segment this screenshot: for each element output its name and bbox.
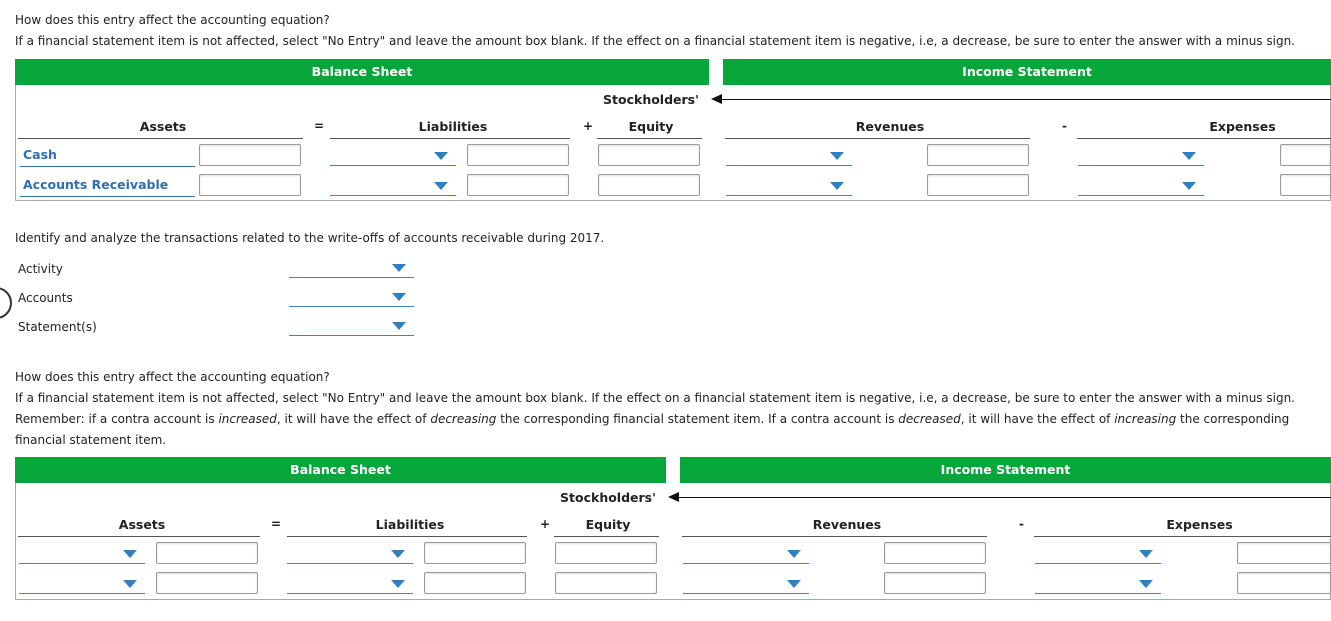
liabilities-amount-input[interactable] [424,572,526,594]
liabilities-dropdown[interactable] [330,174,456,196]
assets-amount-input[interactable] [199,174,301,196]
liabilities-dropdown[interactable] [287,542,413,564]
liabilities-header: Liabilities [418,119,488,134]
account-underline [20,166,195,167]
expenses-header: Expenses [1166,517,1233,532]
header-underline-expenses [1034,536,1331,537]
contra-account-reminder-line2: financial statement item. [15,433,167,447]
revenues-dropdown[interactable] [683,542,809,564]
chevron-down-icon [1182,182,1196,190]
accounts-dropdown[interactable] [289,285,414,307]
liabilities-amount-input[interactable] [467,144,569,166]
liabilities-dropdown[interactable] [330,144,456,166]
assets-amount-input[interactable] [199,144,301,166]
expenses-amount-input[interactable] [1237,542,1331,564]
chevron-down-icon [1139,580,1153,588]
header-underline-assets [18,138,303,139]
assets-account-dropdown[interactable] [19,542,145,564]
expenses-amount-input[interactable] [1237,572,1331,594]
arrow-line [677,497,1331,499]
header-underline-assets [18,536,260,537]
header-underline-expenses [1077,138,1331,139]
expenses-header: Expenses [1209,119,1276,134]
chevron-down-icon [123,550,137,558]
assets-account-dropdown[interactable] [19,572,145,594]
plus-sign: + [540,517,551,531]
equity-header: Equity [585,517,631,532]
equals-sign: = [314,119,325,133]
revenues-dropdown[interactable] [726,144,852,166]
chevron-down-icon [434,152,448,160]
chevron-down-icon [830,152,844,160]
instructions-1: If a financial statement item is not affected, select "No Entry" and leave the amount box blank. If the effect on a financial statement item is negative, i.e, a decrease, be sure to enter the answer with a minus sign. [15,34,1295,48]
arrow-line [720,99,1331,101]
chevron-down-icon [392,293,406,301]
question-2: How does this entry affect the accounting equation? [15,370,330,384]
expenses-dropdown[interactable] [1078,174,1204,196]
chevron-down-icon [787,550,801,558]
assets-amount-input[interactable] [156,542,258,564]
step-indicator-icon [0,287,12,319]
activity-dropdown[interactable] [289,256,414,278]
expenses-dropdown[interactable] [1078,144,1204,166]
assets-header: Assets [139,119,187,134]
equals-sign: = [271,517,282,531]
minus-sign: - [1062,119,1067,133]
stockholders-label: Stockholders' [560,490,656,505]
balance-sheet-header: Balance Sheet [15,457,666,483]
plus-sign: + [583,119,594,133]
revenues-amount-input[interactable] [884,572,986,594]
revenues-amount-input[interactable] [927,174,1029,196]
stockholders-label: Stockholders' [603,92,699,107]
equity-amount-input[interactable] [555,542,657,564]
account-underline [20,196,195,197]
chevron-down-icon [787,580,801,588]
equity-header: Equity [628,119,674,134]
contra-account-reminder: Remember: if a contra account is increased, it will have the effect of decreasing the corresponding financial statement item. If a contra account is decreased, it will have the effect of increasing the corresponding [15,412,1290,426]
chevron-down-icon [434,182,448,190]
equity-amount-input[interactable] [598,174,700,196]
header-underline-equity [597,138,702,139]
chevron-down-icon [830,182,844,190]
liabilities-header: Liabilities [375,517,445,532]
revenues-dropdown[interactable] [726,174,852,196]
write-off-prompt: Identify and analyze the transactions related to the write-offs of accounts receivable during 2017. [15,231,605,245]
header-underline-equity [554,536,659,537]
revenues-dropdown[interactable] [683,572,809,594]
expenses-amount-input[interactable] [1280,144,1331,166]
chevron-down-icon [391,550,405,558]
revenues-amount-input[interactable] [927,144,1029,166]
chevron-down-icon [391,580,405,588]
chevron-down-icon [392,264,406,272]
header-underline-revenues [682,536,987,537]
minus-sign: - [1019,517,1024,531]
activity-label: Activity [18,262,63,276]
assets-header: Assets [118,517,166,532]
liabilities-amount-input[interactable] [467,174,569,196]
header-underline-liabilities [287,536,527,537]
liabilities-dropdown[interactable] [287,572,413,594]
statements-label: Statement(s) [18,320,97,334]
income-statement-header: Income Statement [680,457,1331,483]
equity-amount-input[interactable] [598,144,700,166]
header-underline-revenues [725,138,1030,139]
instructions-2: If a financial statement item is not affected, select "No Entry" and leave the amount box blank. If the effect on a financial statement item is negative, i.e, a decrease, be sure to enter the answer with a minus sign. [15,391,1295,405]
header-underline-liabilities [330,138,570,139]
chevron-down-icon [1182,152,1196,160]
chevron-down-icon [1139,550,1153,558]
revenues-header: Revenues [812,517,882,532]
statements-dropdown[interactable] [289,314,414,336]
expenses-amount-input[interactable] [1280,174,1331,196]
liabilities-amount-input[interactable] [424,542,526,564]
expenses-dropdown[interactable] [1035,572,1161,594]
question-1: How does this entry affect the accounting equation? [15,13,330,27]
revenues-amount-input[interactable] [884,542,986,564]
assets-amount-input[interactable] [156,572,258,594]
chevron-down-icon [392,322,406,330]
revenues-header: Revenues [855,119,925,134]
accounts-label: Accounts [18,291,73,305]
account-accounts-receivable: Accounts Receivable [23,177,169,192]
income-statement-header: Income Statement [723,59,1331,85]
balance-sheet-header: Balance Sheet [15,59,709,85]
equity-amount-input[interactable] [555,572,657,594]
chevron-down-icon [123,580,137,588]
account-cash: Cash [23,147,57,162]
expenses-dropdown[interactable] [1035,542,1161,564]
